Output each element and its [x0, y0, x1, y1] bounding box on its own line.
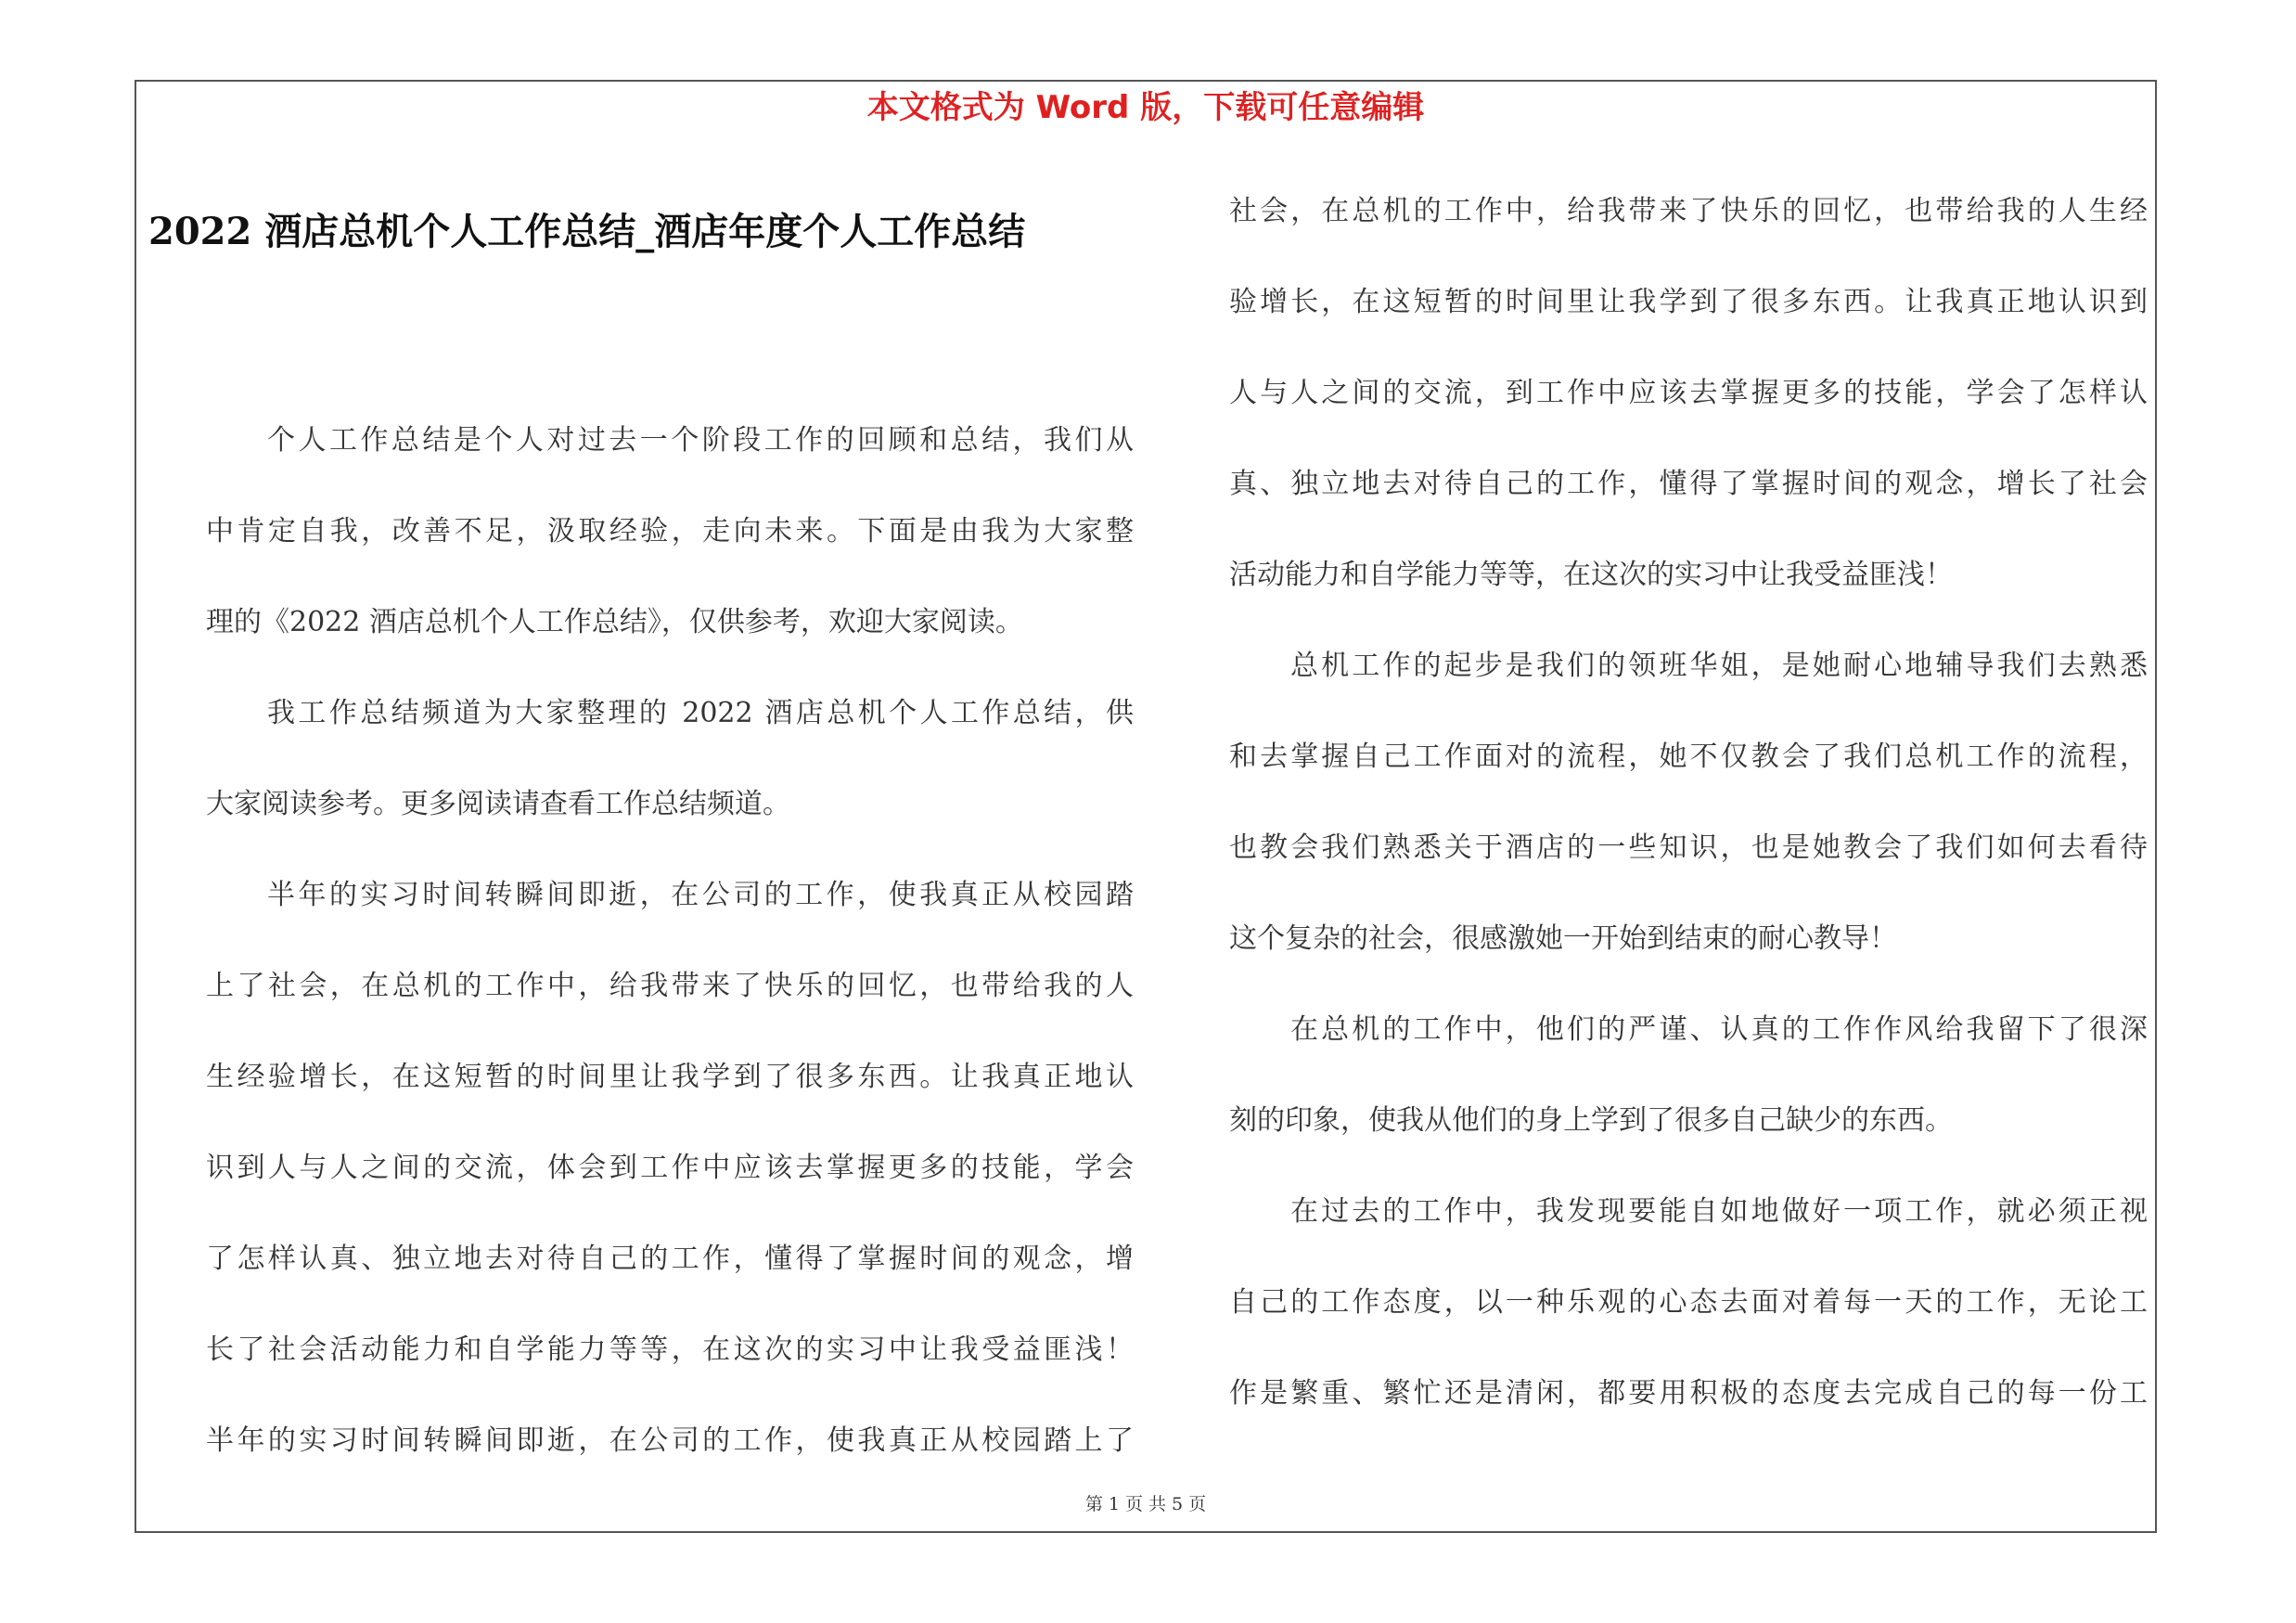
paragraph-line: 和去掌握自己工作面对的流程，她不仅教会了我们总机工作的流程，: [1229, 741, 2148, 773]
page-number: 第 1 页 共 5 页: [1084, 1494, 1207, 1514]
paragraph-line: 刻的印象，使我从他们的身上学到了很多自己缺少的东西。: [1229, 1104, 1953, 1137]
paragraph-line: 活动能力和自学能力等等，在这次的实习中让我受益匪浅！: [1229, 559, 1953, 591]
paragraph-line: 也教会我们熟悉关于酒店的一些知识，也是她教会了我们如何去看待: [1229, 831, 2148, 864]
right-column: [1229, 182, 2148, 1455]
format-notice: 本文格式为 Word 版，下载可任意编辑: [866, 89, 1425, 126]
document-title: 2022 酒店总机个人工作总结_酒店年度个人工作总结: [148, 210, 1026, 253]
paragraph-line: 这个复杂的社会，很感激她一开始到结束的耐心教导！: [1229, 922, 1897, 955]
paragraph-line: 长了社会活动能力和自学能力等等，在这次的实习中让我受益匪浅！: [206, 1333, 1134, 1366]
paragraph-line: 人与人之间的交流，到工作中应该去掌握更多的技能，学会了怎样认: [1229, 377, 2148, 409]
paragraph-line: 半年的实习时间转瞬间即逝，在公司的工作，使我真正从校园踏: [267, 879, 1134, 911]
paragraph-line: 了怎样认真、独立地去对待自己的工作，懂得了掌握时间的观念，增: [206, 1243, 1134, 1275]
paragraph-line: 上了社会，在总机的工作中，给我带来了快乐的回忆，也带给我的人: [206, 970, 1134, 1002]
paragraph-line: 理的《2022 酒店总机个人工作总结》，仅供参考，欢迎大家阅读。: [206, 606, 1023, 638]
paragraph-line: 半年的实习时间转瞬间即逝，在公司的工作，使我真正从校园踏上了: [206, 1424, 1134, 1457]
paragraph-line: 在过去的工作中，我发现要能自如地做好一项工作，就必须正视: [1290, 1195, 2148, 1228]
paragraph-line: 大家阅读参考。更多阅读请查看工作总结频道。: [206, 788, 790, 820]
paragraph-line: 作是繁重、繁忙还是清闲，都要用积极的态度去完成自己的每一份工: [1229, 1377, 2148, 1410]
paragraph-line: 我工作总结频道为大家整理的 2022 酒店总机个人工作总结，供: [267, 697, 1134, 729]
paragraph-line: 在总机的工作中，他们的严谨、认真的工作作风给我留下了很深: [1290, 1013, 2148, 1046]
paragraph-line: 个人工作总结是个人对过去一个阶段工作的回顾和总结，我们从: [267, 424, 1134, 457]
paragraph-line: 识到人与人之间的交流，体会到工作中应该去掌握更多的技能，学会: [206, 1152, 1134, 1184]
paragraph-line: 总机工作的起步是我们的领班华姐，是她耐心地辅导我们去熟悉: [1290, 650, 2148, 682]
paragraph-line: 生经验增长，在这短暂的时间里让我学到了很多东西。让我真正地认: [206, 1061, 1134, 1093]
paragraph-line: 验增长，在这短暂的时间里让我学到了很多东西。让我真正地认识到: [1229, 286, 2148, 318]
paragraph-line: 社会，在总机的工作中，给我带来了快乐的回忆，也带给我的人生经: [1229, 195, 2148, 227]
paragraph-line: 中肯定自我，改善不足，汲取经验，走向未来。下面是由我为大家整: [206, 515, 1134, 547]
paragraph-line: 真、独立地去对待自己的工作，懂得了掌握时间的观念，增长了社会: [1229, 468, 2148, 500]
paragraph-line: 自己的工作态度，以一种乐观的心态去面对着每一天的工作，无论工: [1229, 1286, 2148, 1319]
left-column: [206, 411, 1134, 1502]
